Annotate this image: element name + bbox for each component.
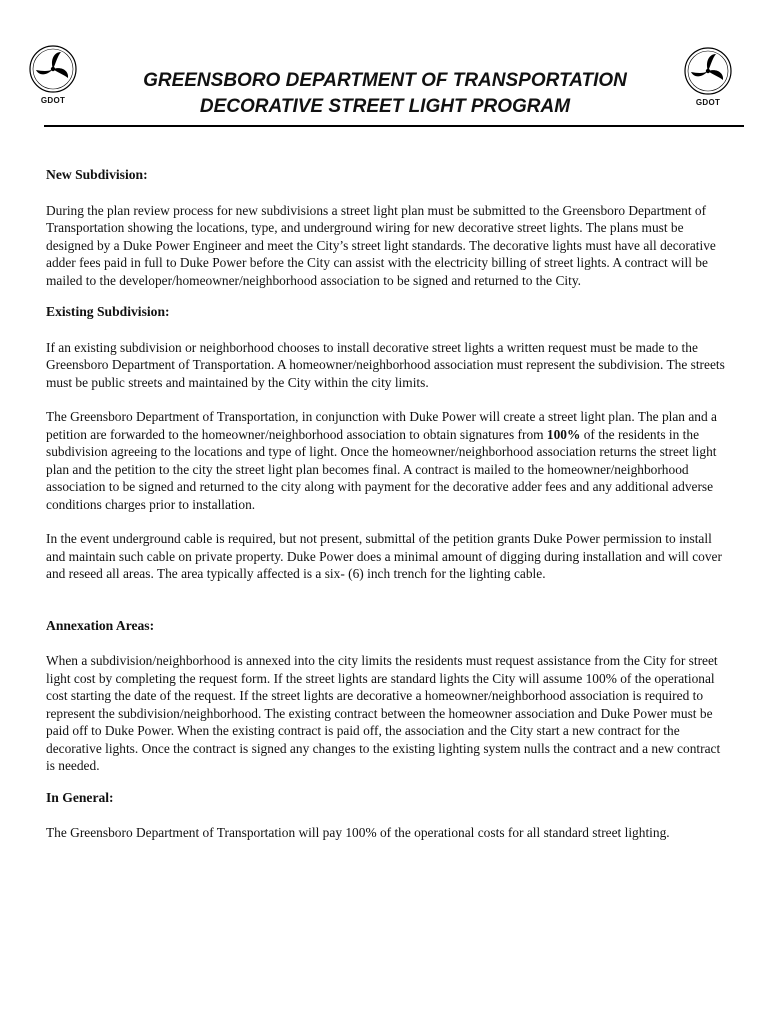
logo-label: GDOT: [695, 98, 721, 107]
section-heading-new-subdivision: New Subdivision:: [46, 167, 148, 182]
paragraph-existing-subdivision-2: [46, 408, 726, 513]
bold-percentage: 100%: [546, 426, 581, 442]
section-heading-existing-subdivision: Existing Subdivision:: [46, 304, 170, 319]
title-line-1: GREENSBORO DEPARTMENT OF TRANSPORTATION: [143, 70, 627, 91]
section-heading-annexation-areas: Annexation Areas:: [46, 617, 155, 633]
paragraph-annexation-areas: When a subdivision/neighborhood is annexed into the city limits the residents must request assistance from the City for street light cost by completing the request form. If the street lights are standard lights the City will assume 100% of the operational cost starting the date of the request. If the street lights are decorative a homeowner/neighborhood association is required to represent the subdivision/neighborhood. The existing contract between the homeowner association and Duke Power must be paid off to Duke Power. When the existing contract is paid off, the association and the City start a new contract for the decorative lights. Once the contract is signed any changes to the existing lighting system nulls the contract and a new contract is needed.: [46, 653, 721, 773]
document-body: [46, 166, 726, 859]
paragraph-existing-subdivision-3: In the event underground cable is required, but not present, submittal of the petition grants Duke Power permission to install and maintain such cable on private property. Duke Power does a minimal amount of digging during installation and will cover and reseed all areas. The area typically affected is a six- (6) inch trench for the lighting cable.: [46, 531, 722, 581]
spacer: [46, 600, 726, 617]
header-divider: [44, 125, 744, 127]
page-title: [100, 68, 670, 120]
paragraph-existing-subdivision-1: If an existing subdivision or neighborhood chooses to install decorative street lights a written request must be made to the Greensboro Department of Transportation. A homeowner/neighborhood association must represent the subdivision. The streets must be public streets and maintained by the City within the city limits.: [46, 339, 725, 390]
title-line-2: DECORATIVE STREET LIGHT PROGRAM: [199, 96, 571, 117]
paragraph-text: of the residents in the subdivision agreeing to the locations and type of light. Once the homeowner/neighborhood association returns the street light plan and the petition to the city the street light plan becomes final. A contract is mailed to the homeowner/neighborhood association to be signed and returned to the city along with payment for the decorative adder fees and any additional adverse conditions charges prior to installation.: [46, 426, 717, 512]
paragraph-new-subdivision: During the plan review process for new subdivisions a street light plan must be submitted to the Greensboro Department of Transportation showing the locations, type, and underground wiring for new decorative street lights. The plans must be designed by a Duke Power Engineer and meet the City’s street light standards. The decorative lights must have all decorative adder fees paid in full to Duke Power before the City can assist with the electricity billing of street lights. A contract will be mailed to the developer/homeowner/neighborhood association to be signed and returned to the City.: [46, 202, 716, 288]
gdot-logo-right: [683, 46, 733, 107]
paragraph-text: The Greensboro Department of Transportation, in conjunction with Duke Power will create a street light plan. The plan and a petition are forwarded to the homeowner/neighborhood association to obtain signatures from: [46, 409, 717, 442]
gdot-logo-left: [28, 44, 78, 105]
logo-label: GDOT: [40, 96, 66, 105]
gdot-emblem-icon: [28, 44, 78, 94]
paragraph-in-general: The Greensboro Department of Transportation will pay 100% of the operational costs for all standard street lighting.: [46, 825, 670, 840]
section-heading-in-general: In General:: [46, 789, 114, 805]
gdot-emblem-icon: [683, 46, 733, 96]
